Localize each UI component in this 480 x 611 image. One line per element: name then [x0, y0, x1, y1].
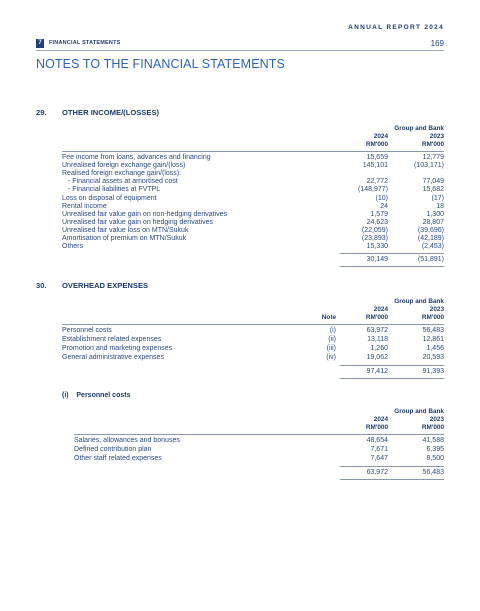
row-value-2023: 12,779	[422, 154, 444, 161]
row-value-2023: (17)	[431, 194, 444, 202]
row-label: General administrative expenses	[62, 354, 164, 361]
row-value-2024: 1,579	[370, 210, 388, 218]
row-label: Realised foreign exchange gain/(loss):	[62, 170, 182, 178]
subtotal-rule	[340, 466, 444, 467]
row-value-2024: 24,623	[366, 218, 388, 226]
note-header: Note	[321, 314, 336, 321]
year-2024-header: 2024	[373, 306, 388, 313]
row-value-2023: 1,456	[426, 345, 444, 352]
section-number: 30.	[36, 281, 47, 290]
row-label: Other staff related expenses	[74, 455, 162, 462]
subtotal-rule	[340, 253, 444, 254]
year-2023-header: 2023	[429, 416, 444, 423]
unit-2023-header: RM'000	[421, 424, 444, 431]
row-value-2023: (2,453)	[421, 243, 444, 251]
table-row	[62, 336, 444, 345]
total-2023: (51,891)	[417, 256, 444, 263]
annual-report-label: ANNUAL REPORT 2024	[348, 24, 444, 31]
section-29-title	[36, 108, 159, 117]
row-value-2023: 28,807	[422, 218, 444, 226]
total-rule	[340, 479, 444, 480]
section-number: 29.	[36, 108, 47, 117]
group-bank-header: Group and Bank	[394, 408, 444, 415]
row-label: Unrealised fair value loss on MTN/Sukuk	[62, 226, 189, 234]
row-value-2023: 20,593	[422, 354, 444, 361]
table-row	[62, 354, 444, 363]
unit-2024-header: RM'000	[365, 424, 388, 431]
row-value-2024: 19,062	[366, 354, 388, 361]
row-value-2023: (103,171)	[414, 162, 444, 170]
row-label: Fee income from loans, advances and financing	[62, 154, 211, 161]
row-note: (i)	[329, 327, 336, 334]
row-label: Unrealised fair value gain on non-hedging derivatives	[62, 210, 227, 218]
row-value-2023: 77,049	[422, 178, 444, 186]
page-number: 169	[430, 39, 444, 48]
row-value-2024: 63,972	[366, 327, 388, 334]
row-note: (iv)	[326, 354, 336, 361]
row-value-2023: 12,861	[422, 336, 444, 343]
row-label: Establishment related expenses	[62, 336, 162, 343]
table-row	[62, 345, 444, 354]
row-label: Salaries, allowances and bonuses	[74, 437, 180, 444]
row-label: Promotion and marketing expenses	[62, 345, 173, 352]
table-row	[74, 455, 444, 464]
row-label: Amortisation of premium on MTN/Sukuk	[62, 235, 187, 242]
row-value-2023: (42,189)	[417, 235, 444, 242]
total-2024: 97,412	[366, 368, 388, 375]
row-value-2024: 7,647	[370, 455, 388, 462]
chapter-title: FINANCIAL STATEMENTS	[49, 40, 121, 46]
header-rule	[74, 434, 444, 435]
table-row	[74, 437, 444, 446]
total-2024: 30,149	[366, 256, 388, 263]
row-note: (ii)	[328, 336, 336, 343]
total-rule	[340, 378, 444, 379]
row-value-2024: 48,654	[366, 437, 388, 444]
total-2023: 56,483	[422, 469, 444, 476]
table-row	[62, 243, 444, 252]
header-rule	[62, 151, 444, 152]
row-label: Loss on disposal of equipment	[62, 194, 157, 202]
row-label: Unrealised foreign exchange gain/(loss)	[62, 162, 186, 170]
row-value-2023: 18	[436, 202, 444, 210]
row-note: (iii)	[326, 345, 336, 352]
row-value-2024: 7,671	[370, 446, 388, 453]
chapter-number-badge: 7	[36, 39, 44, 48]
row-value-2024: 22,772	[366, 178, 388, 186]
row-value-2024: 24	[380, 202, 388, 210]
row-label: Rental income	[62, 202, 107, 210]
row-label: Others	[62, 243, 84, 251]
row-value-2024: 15,659	[366, 154, 388, 161]
section-title-text: OTHER INCOME/(LOSSES)	[62, 108, 160, 117]
unit-2023-header: RM'000	[421, 141, 444, 148]
section-title-text: OVERHEAD EXPENSES	[62, 281, 149, 290]
year-2024-header: 2024	[373, 133, 388, 140]
row-value-2024: 1,260	[370, 345, 388, 352]
total-rule	[340, 266, 444, 267]
group-bank-header: Group and Bank	[394, 298, 444, 305]
header-divider	[36, 50, 444, 51]
year-2024-header: 2024	[373, 416, 388, 423]
row-value-2024: (148,977)	[358, 186, 388, 194]
row-value-2024: (10)	[375, 194, 388, 202]
subsection-personnel-title: (i) Personnel costs	[62, 392, 131, 399]
row-value-2023: 15,682	[422, 186, 444, 194]
unit-2023-header: RM'000	[421, 314, 444, 321]
row-value-2024: 145,101	[362, 162, 388, 170]
total-2024: 63,972	[366, 469, 388, 476]
table-row	[62, 327, 444, 336]
row-value-2024: (22,059)	[361, 226, 388, 234]
group-bank-header: Group and Bank	[394, 125, 444, 132]
row-value-2023: 8,500	[426, 455, 444, 462]
year-2023-header: 2023	[429, 306, 444, 313]
row-value-2023: 1,300	[426, 210, 444, 218]
total-2023: 91,393	[422, 368, 444, 375]
row-value-2023: 56,483	[422, 327, 444, 334]
year-2023-header: 2023	[429, 133, 444, 140]
table-row	[74, 446, 444, 455]
row-label: - Financial liabilities at FVTPL	[68, 186, 161, 194]
page-title: NOTES TO THE FINANCIAL STATEMENTS	[36, 57, 285, 71]
subtotal-rule	[340, 365, 444, 366]
row-label: - Financial assets at amortised cost	[68, 178, 178, 186]
row-value-2023: 6,395	[426, 446, 444, 453]
row-label: Defined contribution plan	[74, 446, 152, 453]
row-label: Personnel costs	[62, 327, 112, 334]
row-value-2024: (23,893)	[361, 235, 388, 242]
row-value-2023: 41,588	[422, 437, 444, 444]
unit-2024-header: RM'000	[365, 141, 388, 148]
header-rule	[62, 324, 444, 325]
row-value-2024: 15,330	[366, 243, 388, 251]
row-label: Unrealised fair value gain on hedging derivatives	[62, 218, 213, 226]
row-value-2024: 13,118	[367, 336, 388, 343]
section-30-title	[36, 281, 148, 290]
row-value-2023: (39,696)	[417, 226, 444, 234]
unit-2024-header: RM'000	[365, 314, 388, 321]
